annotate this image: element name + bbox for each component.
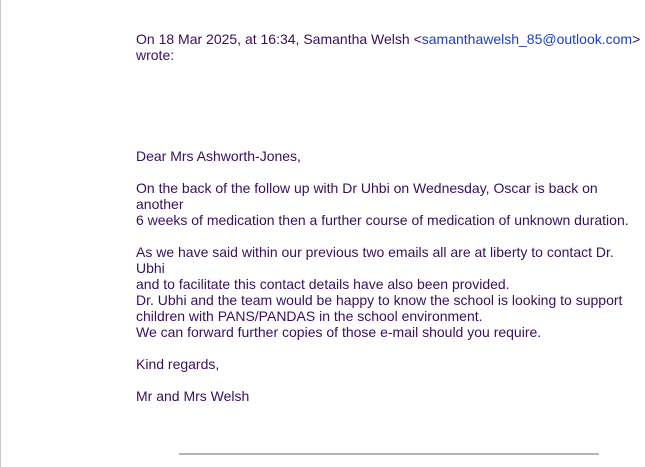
- paragraph-2-line-2: and to facilitate this contact details have also been provided.: [136, 276, 510, 292]
- closing: Kind regards,: [136, 356, 220, 372]
- greeting: Dear Mrs Ashworth-Jones,: [136, 148, 301, 164]
- paragraph-1: [136, 180, 641, 228]
- bottom-divider: [179, 453, 599, 455]
- quote-header: [136, 31, 641, 47]
- quote-header-wrote: wrote:: [136, 47, 175, 63]
- quote-header-prefix: On 18 Mar 2025, at 16:34, Samantha Welsh <: [136, 31, 422, 47]
- left-border-line: [0, 0, 1, 467]
- sender-email-link[interactable]: samanthawelsh_85@outlook.com: [421, 31, 633, 47]
- email-body: [136, 31, 641, 404]
- paragraph-2: [136, 244, 641, 340]
- signature: Mr and Mrs Welsh: [136, 388, 250, 404]
- paragraph-1-line-1: On the back of the follow up with Dr Uhbi on Wednesday, Oscar is back on another: [136, 180, 598, 212]
- paragraph-2-line-1: As we have said within our previous two emails all are at liberty to contact Dr. Ubhi: [136, 244, 614, 276]
- paragraph-1-line-2: 6 weeks of medication then a further course of medication of unknown duration.: [136, 212, 629, 228]
- quote-header-suffix: >: [632, 31, 641, 47]
- paragraph-2-line-4: children with PANS/PANDAS in the school environment.: [136, 308, 483, 324]
- paragraph-2-line-5: We can forward further copies of those e-mail should you require.: [136, 324, 542, 340]
- paragraph-2-line-3: Dr. Ubhi and the team would be happy to know the school is looking to support: [136, 292, 623, 308]
